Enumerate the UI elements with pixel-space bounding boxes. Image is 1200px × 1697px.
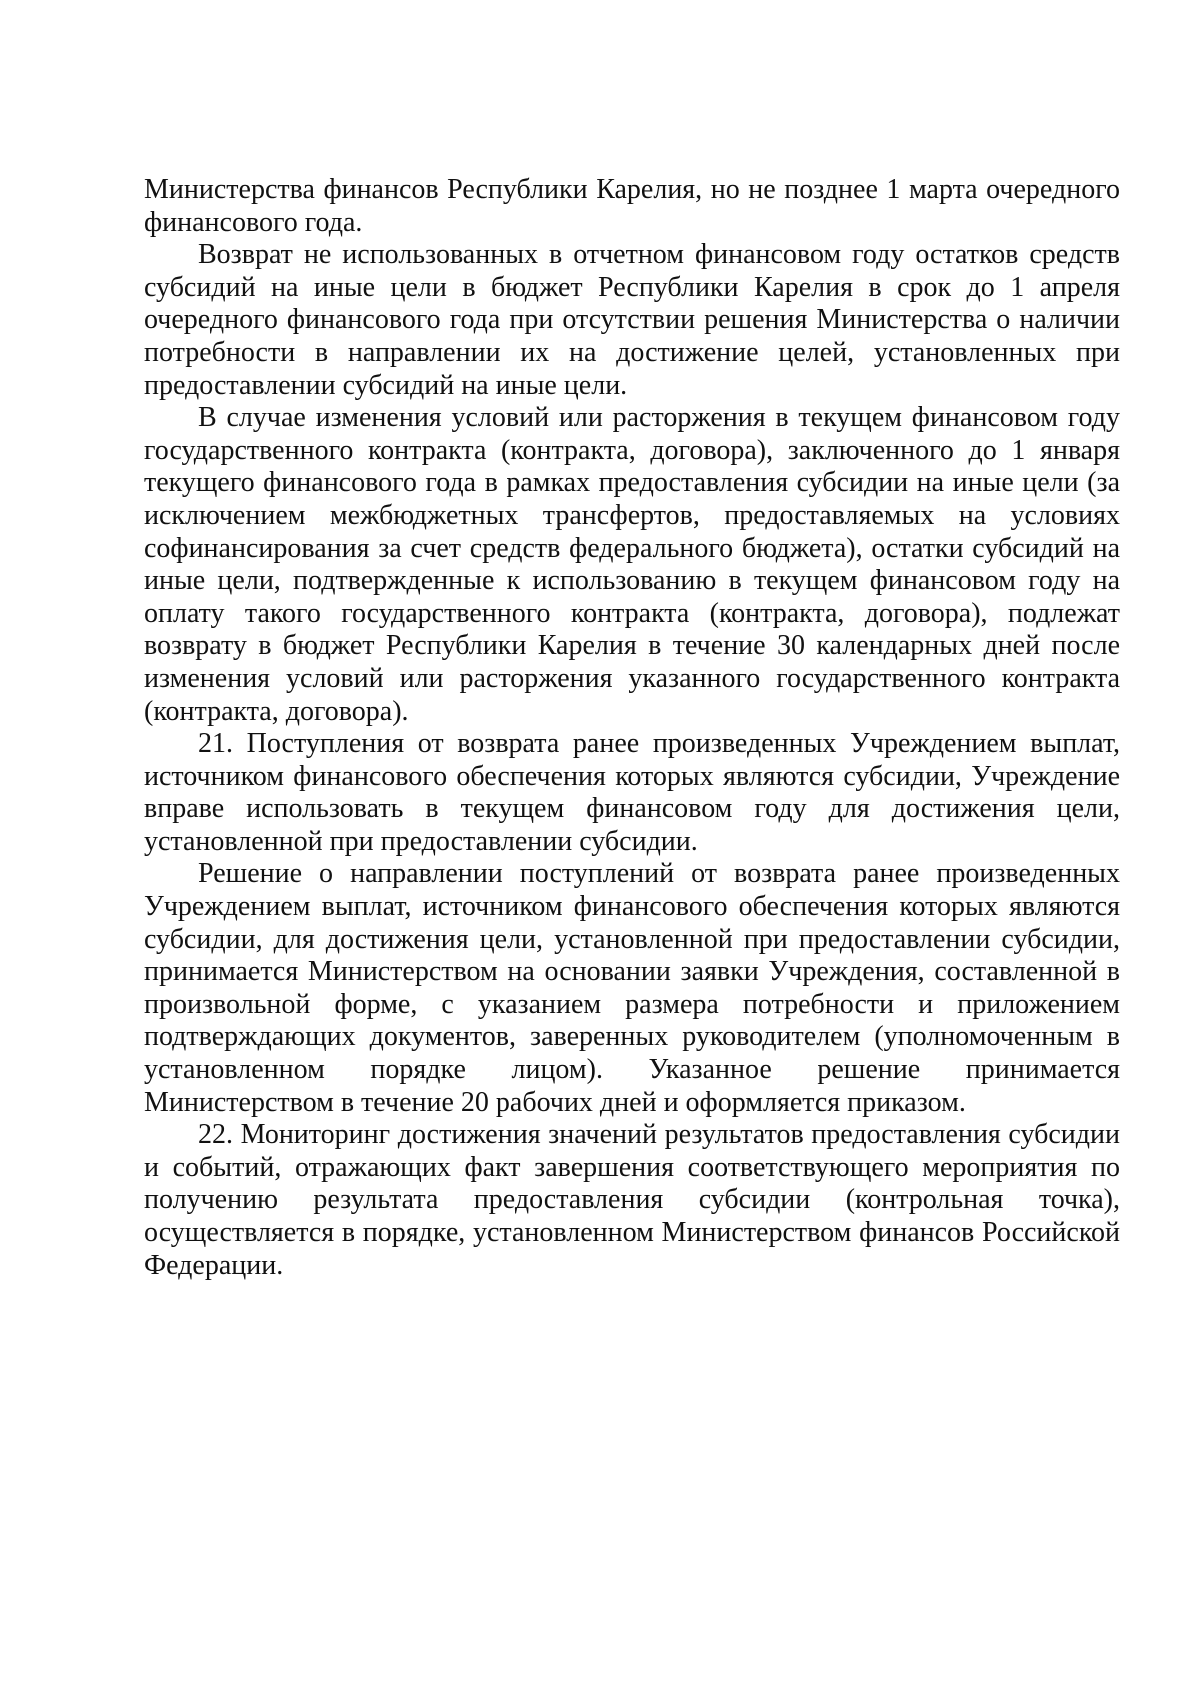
paragraph-continuation: Министерства финансов Республики Карелия, но не позднее 1 марта очередного финансового года. — [144, 174, 1120, 238]
paragraph-item-22: 22. Мониторинг достижения значений результатов предоставления субсидии и событий, отражающих факт завершения соответствующего мероприятия по получению результата предоставления субсидии (контрольная точка), осуществляется в порядке, установленном Министерством финансов Российской Федерации. — [144, 1119, 1120, 1281]
paragraph-item-21: 21. Поступления от возврата ранее произведенных Учреждением выплат, источником финансового обеспечения которых являются субсидии, Учреждение вправе использовать в текущем финансовом году для достижения цели, установленной при предоставлении субсидии. — [144, 728, 1120, 857]
paragraph-decision: Решение о направлении поступлений от возврата ранее произведенных Учреждением выплат, источником финансового обеспечения которых являются субсидии, для достижения цели, установленной при предоставлении субсидии, принимается Министерством на основании заявки Учреждения, составленной в произвольной форме, с указанием размера потребности и приложением подтверждающих документов, заверенных руководителем (уполномоченным в установленном порядке лицом). Указанное решение принимается Министерством в течение 20 рабочих дней и оформляется приказом. — [144, 858, 1120, 1118]
paragraph-return-unused-funds: Возврат не использованных в отчетном финансовом году остатков средств субсидий на иные цели в бюджет Республики Карелия в срок до 1 апреля очередного финансового года при отсутствии решения Министерства о наличии потребности в направлении их на достижение целей, установленных при предоставлении субсидий на иные цели. — [144, 239, 1120, 401]
paragraph-contract-termination: В случае изменения условий или расторжения в текущем финансовом году государственного контракта (контракта, договора), заключенного до 1 января текущего финансового года в рамках предоставления субсидии на иные цели (за исключением межбюджетных трансфертов, предоставляемых на условиях софинансирования за счет средств федерального бюджета), остатки субсидий на иные цели, подтвержденные к использованию в текущем финансовом году на оплату такого государственного контракта (контракта, договора), подлежат возврату в бюджет Республики Карелия в течение 30 календарных дней после изменения условий или расторжения указанного государственного контракта (контракта, договора). — [144, 402, 1120, 727]
document-body — [144, 174, 1120, 1282]
